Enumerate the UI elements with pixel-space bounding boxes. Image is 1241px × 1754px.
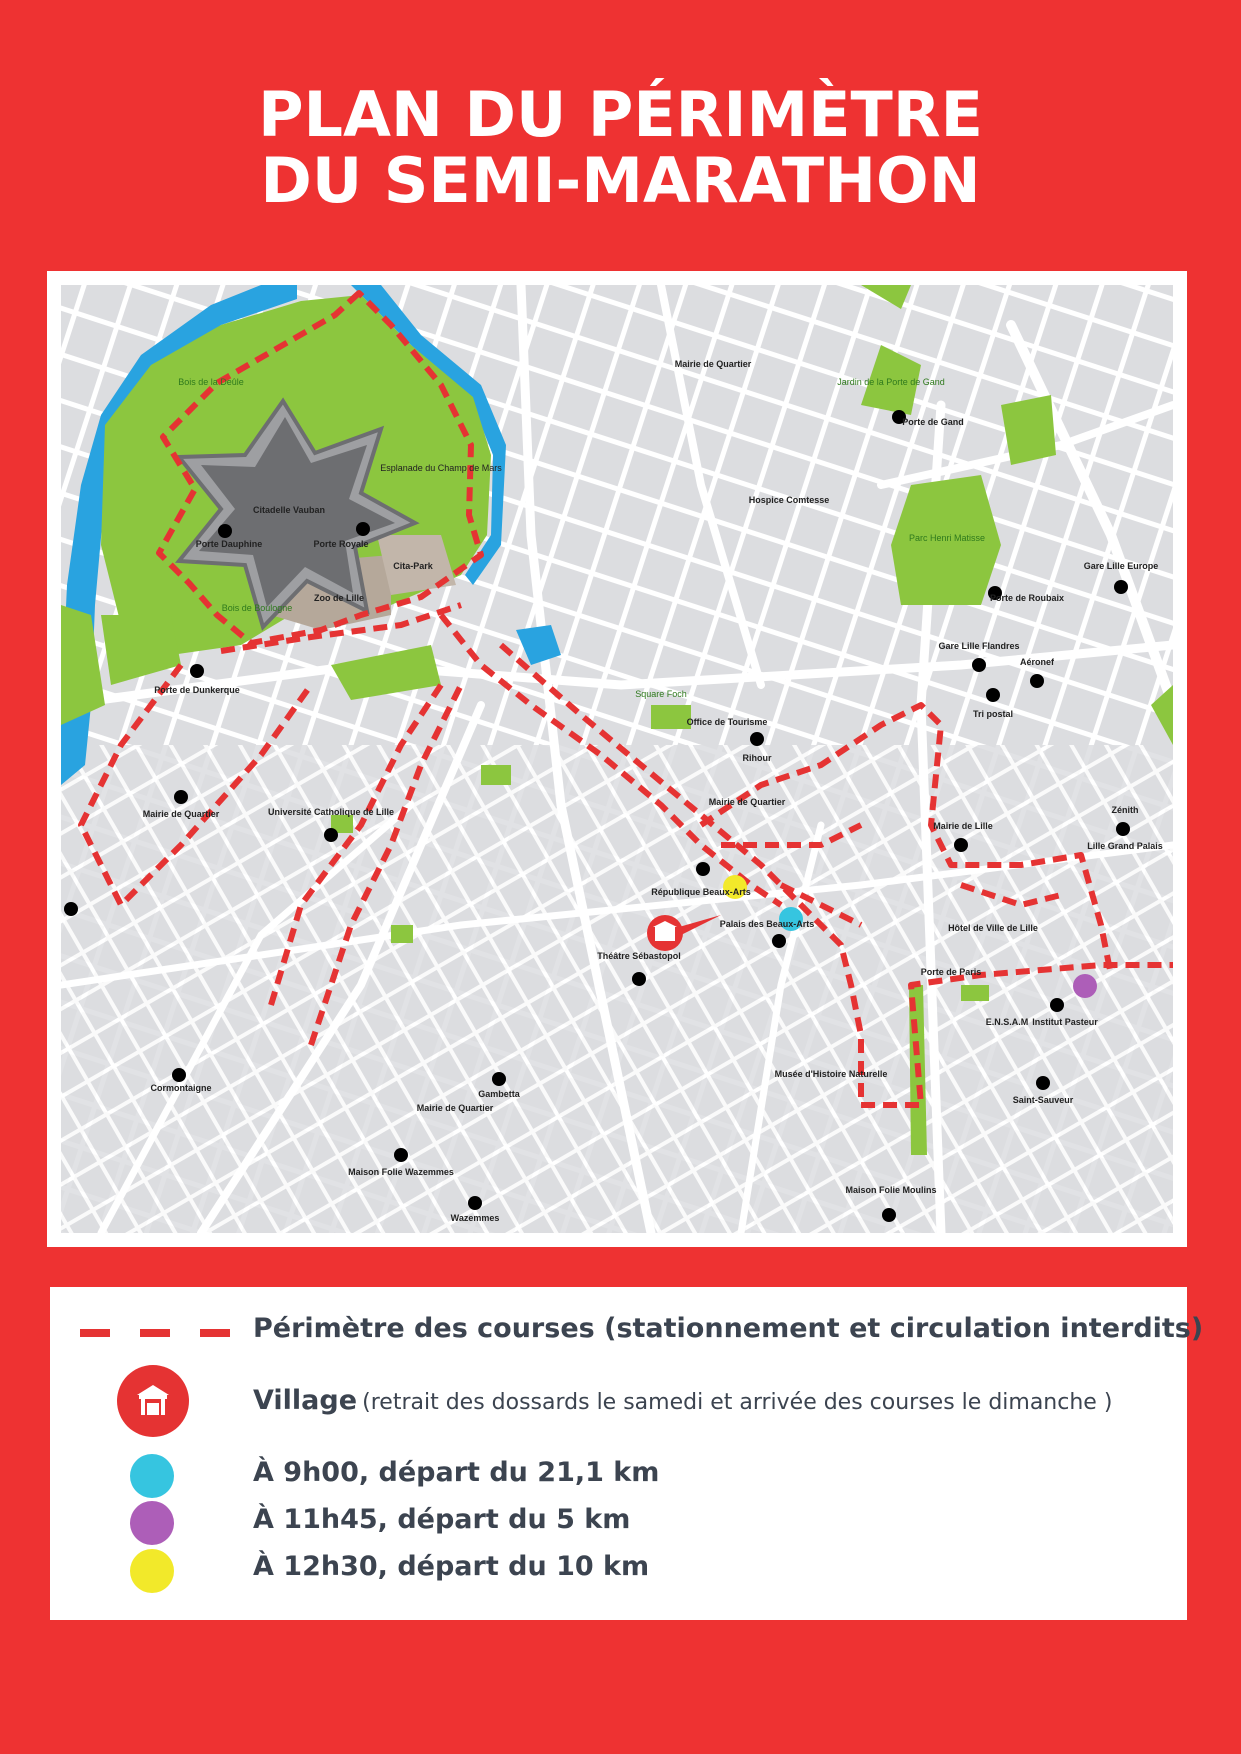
gare-europe-icon xyxy=(1114,580,1128,594)
aeronef-icon xyxy=(1030,674,1044,688)
start-5km-marker[interactable] xyxy=(1073,974,1097,998)
label-maison-moulins: Maison Folie Moulins xyxy=(845,1185,937,1195)
porte-dunkerque-icon xyxy=(190,664,204,678)
label-porte-royale: Porte Royale xyxy=(313,539,369,549)
label-citadelle: Citadelle Vauban xyxy=(252,505,326,515)
village-icon xyxy=(117,1365,189,1437)
label-champ-de-mars: Esplanade du Champ de Mars xyxy=(380,463,502,473)
label-ensam: E.N.S.A.M xyxy=(985,1017,1029,1027)
label-zoo: Zoo de Lille xyxy=(313,593,365,603)
start-10km-dot xyxy=(130,1549,174,1593)
label-parc-matisse: Parc Henri Matisse xyxy=(908,533,986,543)
lille-metro-icon xyxy=(64,902,78,916)
label-porte-gand: Porte de Gand xyxy=(902,417,964,427)
title-line-1: PLAN DU PÉRIMÈTRE xyxy=(258,78,983,151)
legend-21km-text: À 9h00, départ du 21,1 km xyxy=(253,1457,660,1488)
label-gare-flandres: Gare Lille Flandres xyxy=(938,641,1020,651)
tri-postal-icon xyxy=(986,688,1000,702)
park-square-4 xyxy=(961,985,989,1001)
label-theatre: Théâtre Sébastopol xyxy=(597,951,681,961)
label-mairie-centre: Mairie de Quartier xyxy=(708,797,786,807)
label-gambetta: Gambetta xyxy=(478,1089,520,1099)
label-lille-grand-palais: Lille Grand Palais xyxy=(1087,841,1163,851)
label-aeronef: Aéronef xyxy=(1019,657,1055,667)
label-universite: Université Catholique de Lille xyxy=(267,807,395,817)
map-frame xyxy=(47,271,1187,1247)
legend-10km-text: À 12h30, départ du 10 km xyxy=(253,1551,650,1582)
label-porte-roubaix: Porte de Roubaix xyxy=(989,593,1065,603)
republique-metro-icon xyxy=(696,862,710,876)
park-square-5 xyxy=(481,765,511,785)
label-mairie-ouest: Mairie de Quartier xyxy=(142,809,220,819)
start-21km-dot xyxy=(130,1454,174,1498)
porte-royale-icon xyxy=(356,522,370,536)
label-bois-boulogne: Bois de Boulogne xyxy=(221,603,293,613)
legend-5km-text: À 11h45, départ du 5 km xyxy=(253,1504,631,1535)
legend-village-text xyxy=(253,1385,1112,1416)
institut-icon xyxy=(1050,998,1064,1012)
page-title xyxy=(0,78,1241,217)
label-musee: Musée d'Histoire Naturelle xyxy=(774,1069,888,1079)
park-square-1 xyxy=(651,705,691,729)
label-porte-dauphine: Porte Dauphine xyxy=(195,539,263,549)
label-hotel-ville: Hôtel de Ville de Lille xyxy=(948,923,1038,933)
label-office-tourisme: Office de Tourisme xyxy=(686,717,768,727)
label-rihour: Rihour xyxy=(742,753,772,763)
label-citapark: Cita-Park xyxy=(393,561,433,571)
cormontaigne-icon xyxy=(172,1068,186,1082)
label-institut: Institut Pasteur xyxy=(1032,1017,1098,1027)
city-map[interactable] xyxy=(61,285,1173,1233)
label-maison-wazemmes: Maison Folie Wazemmes xyxy=(348,1167,454,1177)
gare-flandres-icon xyxy=(972,658,986,672)
label-wazemmes: Wazemmes xyxy=(450,1213,500,1223)
label-zenith: Zénith xyxy=(1111,805,1139,815)
theatre-icon xyxy=(632,972,646,986)
gambetta-icon xyxy=(492,1072,506,1086)
maison-wazemmes-icon xyxy=(394,1148,408,1162)
label-republique: République Beaux-Arts xyxy=(651,887,751,897)
zenith-icon xyxy=(1116,822,1130,836)
label-mairie-sud: Mairie de Quartier xyxy=(416,1103,494,1113)
label-hospice: Hospice Comtesse xyxy=(748,495,830,505)
label-mairie-lille: Mairie de Lille xyxy=(933,821,993,831)
porte-dauphine-icon xyxy=(218,524,232,538)
title-line-2: DU SEMI-MARATHON xyxy=(260,144,981,217)
label-tri-postal: Tri postal xyxy=(972,709,1014,719)
maison-moulins-icon xyxy=(882,1208,896,1222)
legend-perimetre-text: Périmètre des courses (stationnement et circulation interdits) xyxy=(253,1313,1204,1344)
park-gueux xyxy=(1001,395,1056,465)
label-saint-sauveur: Saint-Sauveur xyxy=(1012,1095,1074,1105)
saint-sauveur-icon xyxy=(1036,1076,1050,1090)
label-square-foch: Square Foch xyxy=(635,689,687,699)
legend-panel xyxy=(50,1287,1204,1620)
label-gare-europe: Gare Lille Europe xyxy=(1083,561,1159,571)
label-jardin-porte-gand: Jardin de la Porte de Gand xyxy=(837,377,945,387)
label-bois-deule: Bois de la Deûle xyxy=(178,377,244,387)
perimeter-dash-symbol xyxy=(80,1329,230,1337)
mairie-ouest-icon xyxy=(174,790,188,804)
label-mairie-nord: Mairie de Quartier xyxy=(674,359,752,369)
label-porte-paris: Porte de Paris xyxy=(920,967,982,977)
legend-village-bold: Village xyxy=(253,1385,358,1416)
label-cormontaigne: Cormontaigne xyxy=(150,1083,212,1093)
legend-village-detail: (retrait des dossards le samedi et arrivée des courses le dimanche ) xyxy=(362,1390,1113,1415)
start-5km-dot xyxy=(130,1501,174,1545)
park-square-3 xyxy=(391,925,413,943)
wazemmes-icon xyxy=(468,1196,482,1210)
mairie-lille-icon xyxy=(954,838,968,852)
label-palais: Palais des Beaux-Arts xyxy=(719,919,815,929)
label-porte-dunkerque: Porte de Dunkerque xyxy=(154,685,240,695)
rihour-metro-icon xyxy=(750,732,764,746)
palais-icon xyxy=(772,934,786,948)
universite-icon xyxy=(324,828,338,842)
map-south-district xyxy=(61,745,1173,1233)
